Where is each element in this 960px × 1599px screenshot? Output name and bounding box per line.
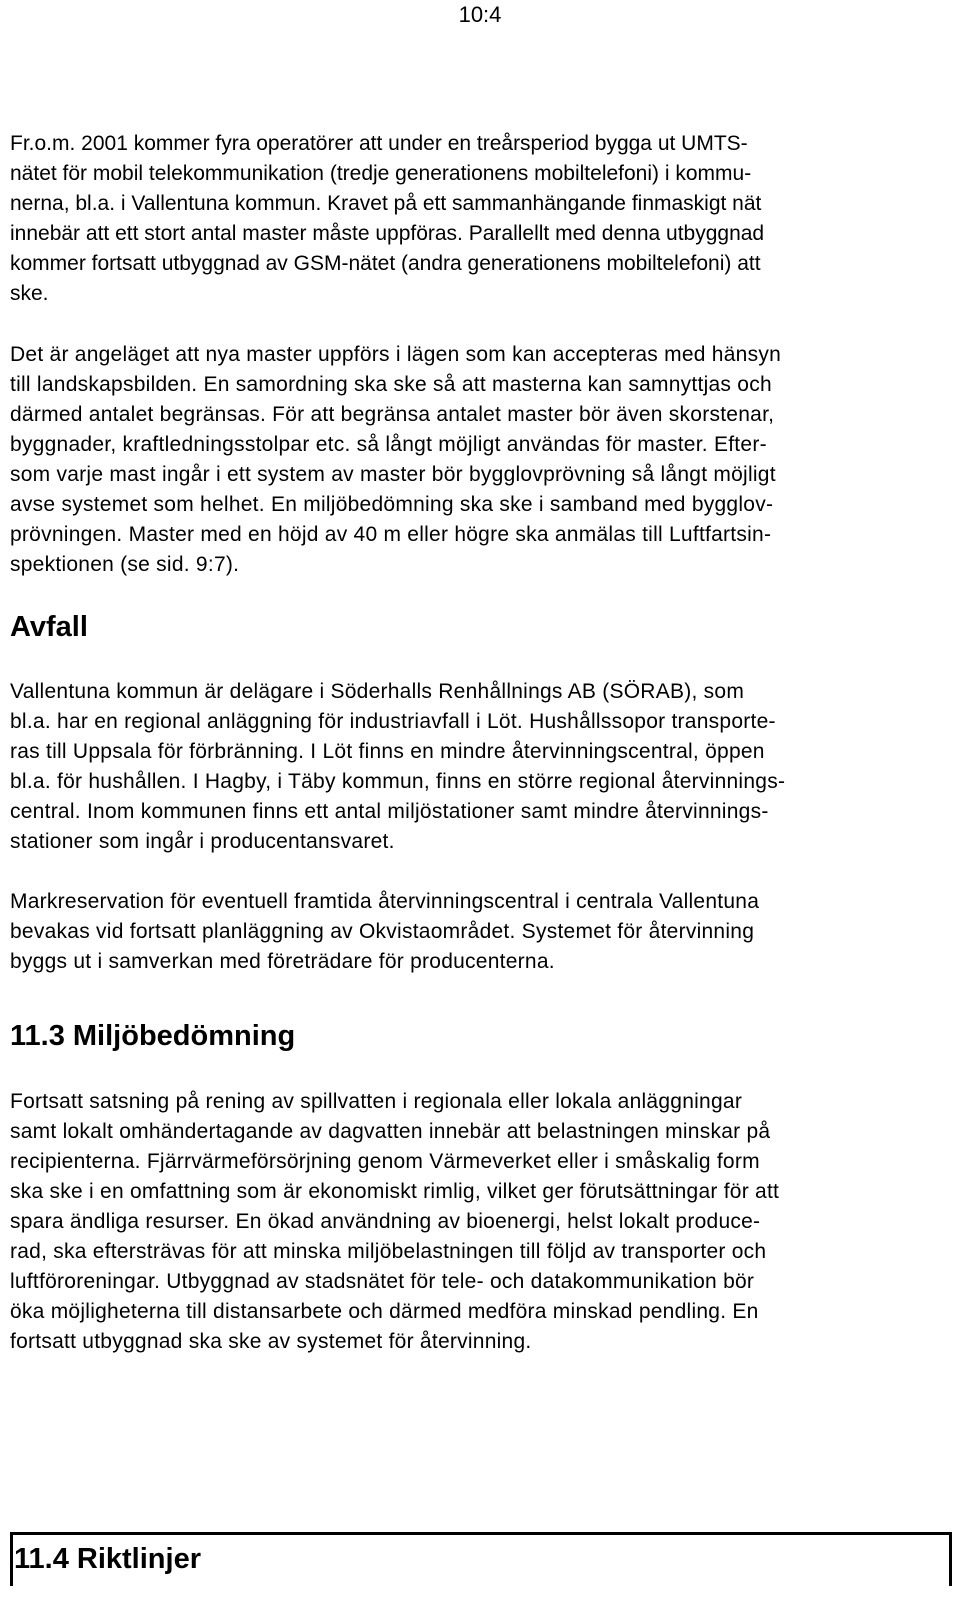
- riktlinjer-box: [10, 1532, 952, 1586]
- text-line: Vallentuna kommun är delägare i Söderhalls Renhållnings AB (SÖRAB), som: [10, 680, 745, 703]
- heading-miljobedomning: 11.3 Miljöbedömning: [10, 1020, 296, 1052]
- text-line: rad, ska eftersträvas för att minska miljöbelastningen till följd av transporter och: [10, 1240, 767, 1263]
- text-line: till landskapsbilden. En samordning ska ske så att masterna kan samnyttjas och: [10, 373, 772, 396]
- text-line: fortsatt utbyggnad ska ske av systemet för återvinning.: [10, 1330, 532, 1353]
- text-line: Det är angeläget att nya master uppförs i lägen som kan accepteras med hänsyn: [10, 343, 782, 366]
- text-line: Markreservation för eventuell framtida återvinningscentral i centrala Vallentuna: [10, 890, 760, 913]
- text-line: ske.: [10, 282, 49, 305]
- text-line: ska ske i en omfattning som är ekonomiskt rimlig, vilket ger förutsättningar för att: [10, 1180, 780, 1203]
- text-line: som varje mast ingår i ett system av master bör bygglovprövning så långt möjligt: [10, 463, 776, 486]
- text-line: stationer som ingår i producentansvaret.: [10, 830, 395, 853]
- text-line: ras till Uppsala för förbränning. I Löt finns en mindre återvinningscentral, öppen: [10, 740, 765, 763]
- text-line: Fr.o.m. 2001 kommer fyra operatörer att under en treårsperiod bygga ut UMTS-: [10, 132, 748, 155]
- text-line: luftföroreningar. Utbyggnad av stadsnätet för tele- och datakommunikation bör: [10, 1270, 755, 1293]
- heading-riktlinjer: 11.4 Riktlinjer: [14, 1543, 201, 1575]
- heading-avfall: Avfall: [10, 611, 88, 643]
- text-line: prövningen. Master med en höjd av 40 m eller högre ska anmälas till Luftfartsin-: [10, 523, 772, 546]
- text-line: kommer fortsatt utbyggnad av GSM-nätet (andra generationens mobiltelefoni) att: [10, 252, 761, 275]
- text-line: bl.a. för hushållen. I Hagby, i Täby kommun, finns en större regional återvinnings-: [10, 770, 786, 793]
- text-line: avse systemet som helhet. En miljöbedömning ska ske i samband med bygglov-: [10, 493, 774, 516]
- text-line: byggnader, kraftledningsstolpar etc. så långt möjligt användas för master. Efter-: [10, 433, 767, 456]
- page-number: 10:4: [458, 2, 502, 27]
- text-line: bl.a. har en regional anläggning för industriavfall i Löt. Hushållssopor transporte-: [10, 710, 776, 733]
- text-line: spara ändliga resurser. En ökad användning av bioenergi, helst lokalt produce-: [10, 1210, 761, 1233]
- text-line: central. Inom kommunen finns ett antal miljöstationer samt mindre återvinnings-: [10, 800, 769, 823]
- text-line: öka möjligheterna till distansarbete och därmed medföra minskad pendling. En: [10, 1300, 759, 1323]
- text-line: samt lokalt omhändertagande av dagvatten innebär att belastningen minskar på: [10, 1120, 771, 1143]
- text-line: nätet för mobil telekommunikation (tredje generationens mobiltelefoni) i kommu-: [10, 162, 752, 185]
- text-line: Fortsatt satsning på rening av spillvatten i regionala eller lokala anläggningar: [10, 1090, 743, 1113]
- text-line: nerna, bl.a. i Vallentuna kommun. Kravet på ett sammanhängande finmaskigt nät: [10, 192, 762, 215]
- text-line: byggs ut i samverkan med företrädare för producenterna.: [10, 950, 555, 973]
- text-line: spektionen (se sid. 9:7).: [10, 553, 240, 576]
- text-line: innebär att ett stort antal master måste uppföras. Parallellt med denna utbyggnad: [10, 222, 765, 245]
- text-line: därmed antalet begränsas. För att begränsa antalet master bör även skorstenar,: [10, 403, 775, 426]
- text-line: bevakas vid fortsatt planläggning av Okvistaområdet. Systemet för återvinning: [10, 920, 755, 943]
- text-line: recipienterna. Fjärrvärmeförsörjning genom Värmeverket eller i småskalig form: [10, 1150, 760, 1173]
